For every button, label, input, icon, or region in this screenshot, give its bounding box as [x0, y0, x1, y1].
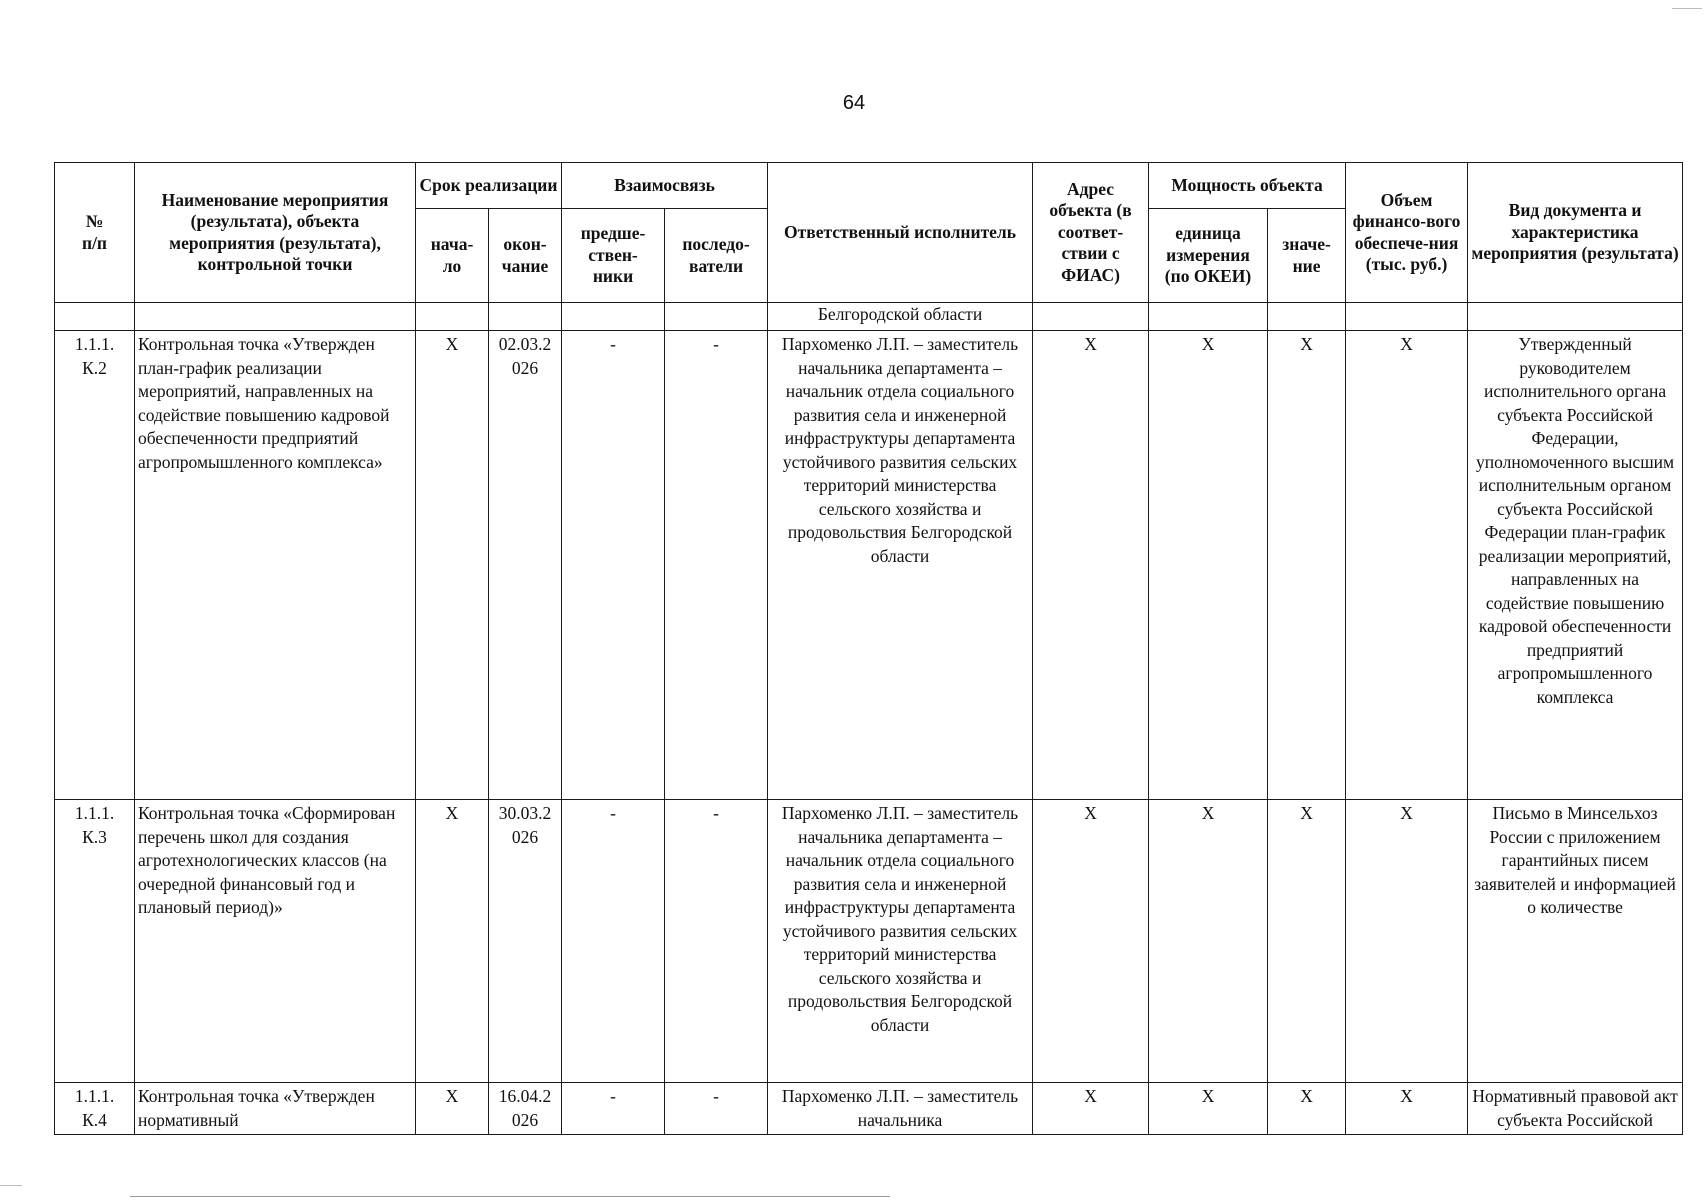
cell-finance: X	[1346, 331, 1468, 800]
cell-doc: Нормативный правовой акт субъекта Российской	[1468, 1083, 1683, 1135]
header-srok: Срок реализации	[416, 163, 562, 209]
cell-post: -	[665, 1083, 768, 1135]
cell-resp: Пархоменко Л.П. – заместитель начальника департамента – начальник отдела социального развития села и инженерной инфраструктуры департамента устойчивого развития сельских территорий министерства сельского хозяйства и продовольствия Белгородской области	[768, 800, 1033, 1083]
header-num: № п/п	[55, 163, 135, 303]
header-name: Наименование мероприятия (результата), объекта мероприятия (результата), контрольной точки	[135, 163, 416, 303]
table-row	[55, 1083, 1683, 1135]
header-pred: предше- ствен- ники	[562, 209, 665, 303]
cell-end: 16.04.2 026	[489, 1083, 562, 1135]
cell-pred: -	[562, 800, 665, 1083]
cell-num: 1.1.1. К.2	[55, 331, 135, 800]
header-doc: Вид документа и характеристика мероприятия (результата)	[1468, 163, 1683, 303]
table-row	[55, 800, 1683, 1083]
cell-unit: X	[1149, 800, 1268, 1083]
cell-end: 30.03.2 026	[489, 800, 562, 1083]
cell-addr: X	[1033, 331, 1149, 800]
cell-addr: X	[1033, 1083, 1149, 1135]
cell-value: X	[1268, 1083, 1346, 1135]
cell-post: -	[665, 800, 768, 1083]
header-start: нача- ло	[416, 209, 489, 303]
header-unit: единица измерения (по ОКЕИ)	[1149, 209, 1268, 303]
cell-resp: Белгородской области	[768, 303, 1033, 331]
table-row	[55, 331, 1683, 800]
cell-end: 02.03.2 026	[489, 331, 562, 800]
cell-resp: Пархоменко Л.П. – заместитель начальника департамента – начальник отдела социального развития села и инженерной инфраструктуры департамента устойчивого развития сельских территорий министерства сельского хозяйства и продовольствия Белгородской области	[768, 331, 1033, 800]
cell-name: Контрольная точка «Утвержден план-график реализации мероприятий, направленных на содействие повышению кадровой обеспеченности предприятий агропромышленного комплекса»	[135, 331, 416, 800]
cell-unit: X	[1149, 1083, 1268, 1135]
cell-value: X	[1268, 331, 1346, 800]
cell-finance: X	[1346, 800, 1468, 1083]
header-power: Мощность объекта	[1149, 163, 1346, 209]
page-number: 64	[842, 92, 866, 114]
scan-edge-mark	[1672, 8, 1702, 9]
cell-pred: -	[562, 1083, 665, 1135]
cell-name: Контрольная точка «Сформирован перечень школ для создания агротехнологических классов (на очередной финансовый год и плановый период)»	[135, 800, 416, 1083]
cell-pred: -	[562, 331, 665, 800]
scan-edge-mark	[0, 1185, 22, 1186]
cell-unit: X	[1149, 331, 1268, 800]
page-footer-rule	[130, 1196, 890, 1197]
cell-finance: X	[1346, 1083, 1468, 1135]
cell-start: X	[416, 1083, 489, 1135]
header-value: значе- ние	[1268, 209, 1346, 303]
cell-doc: Письмо в Минсельхоз России с приложением гарантийных писем заявителей и информацией о количестве	[1468, 800, 1683, 1083]
cell-doc: Утвержденный руководителем исполнительного органа субъекта Российской Федерации, уполномоченного высшим исполнительным органом субъекта Российской Федерации план-график реализации мероприятий, направленных на содействие повышению кадровой обеспеченности предприятий агропромышленного комплекса	[1468, 331, 1683, 800]
cell-num: 1.1.1. К.4	[55, 1083, 135, 1135]
cell-addr: X	[1033, 800, 1149, 1083]
header-finance: Объем финансо-вого обеспече-ния (тыс. руб.)	[1346, 163, 1468, 303]
cell-post: -	[665, 331, 768, 800]
header-end: окон- чание	[489, 209, 562, 303]
cell-num: 1.1.1. К.3	[55, 800, 135, 1083]
plan-table	[54, 162, 1683, 1135]
cell-start: X	[416, 331, 489, 800]
cell-value: X	[1268, 800, 1346, 1083]
table-row	[55, 303, 1683, 331]
header-addr: Адрес объекта (в соответ-ствии с ФИАС)	[1033, 163, 1149, 303]
table-header	[55, 163, 1683, 303]
cell-resp: Пархоменко Л.П. – заместитель начальника	[768, 1083, 1033, 1135]
header-resp: Ответственный исполнитель	[768, 163, 1033, 303]
header-post: последо- ватели	[665, 209, 768, 303]
cell-name: Контрольная точка «Утвержден нормативный	[135, 1083, 416, 1135]
header-link: Взаимосвязь	[562, 163, 768, 209]
cell-start: X	[416, 800, 489, 1083]
